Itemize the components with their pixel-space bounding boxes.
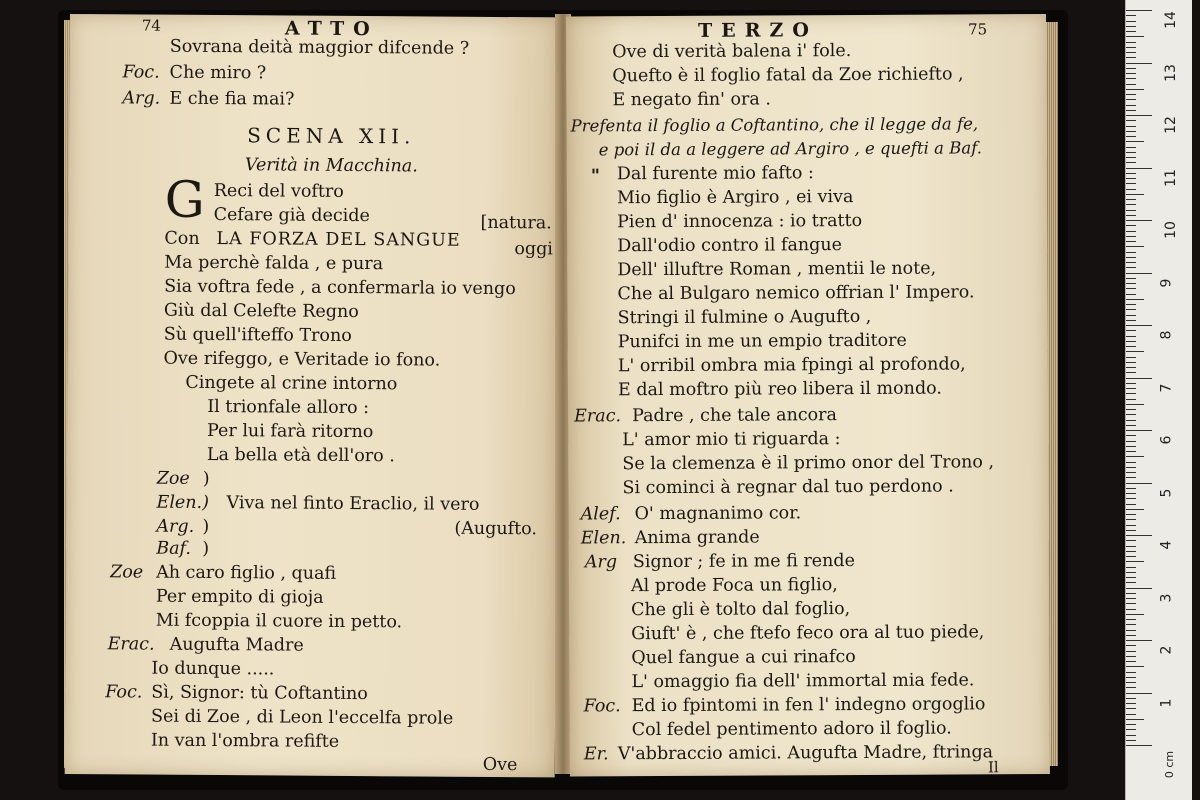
ruler-number: 10 [1162, 221, 1179, 239]
ruler-tick [1126, 183, 1136, 184]
ruler-tick [1126, 362, 1136, 363]
ruler-tick [1126, 36, 1144, 37]
speaker-label: Alef. [580, 504, 621, 525]
ruler-tick [1126, 126, 1136, 127]
ruler-tick [1126, 735, 1136, 736]
ruler-tick [1126, 131, 1136, 132]
ruler-tick [1126, 336, 1136, 337]
ruler-tick [1126, 168, 1152, 169]
text-line: E che fia mai? [169, 88, 295, 110]
catchword: Il [987, 758, 999, 777]
ruler-tick [1126, 110, 1136, 111]
text-line: L' amor mio ti riguarda : [622, 429, 841, 451]
text-line: Stringi il fulmine o Augufto , [617, 306, 872, 329]
ruler-tick [1126, 525, 1136, 526]
text-line: Che gli è tolto dal foglio, [631, 599, 851, 621]
ruler-tick [1126, 598, 1136, 599]
ruler-tick [1126, 624, 1136, 625]
ruler-tick [1126, 215, 1136, 216]
ruler-number: 12 [1162, 116, 1179, 134]
ruler-tick [1126, 420, 1136, 421]
ruler-tick [1126, 703, 1136, 704]
ruler-tick [1126, 320, 1136, 321]
running-head-right: TERZO [698, 19, 818, 42]
bracket: ) [202, 468, 210, 489]
ruler-tick [1126, 540, 1136, 541]
text-line: V'abbraccio amici. Augufta Madre, ftringa [617, 742, 994, 765]
ruler-tick [1126, 236, 1136, 237]
text-line: LA FORZA DEL SANGUE [216, 229, 461, 251]
text-line: Io dunque ..... [151, 658, 275, 680]
ruler-tick [1126, 304, 1136, 305]
ruler-tick [1126, 189, 1136, 190]
ruler-tick [1126, 393, 1136, 394]
ruler-tick [1126, 15, 1136, 16]
ruler-tick [1126, 47, 1136, 48]
bracket: ) [202, 516, 210, 537]
ruler-tick [1126, 409, 1136, 410]
text-line: Che al Bulgaro nemico offrian l' Impero. [617, 282, 975, 305]
text-line: Si cominci à regnar dal tuo perdono . [622, 476, 954, 499]
ruler-tick [1126, 577, 1136, 578]
ruler-tick [1126, 588, 1152, 589]
speaker-label: Foc. [105, 682, 143, 703]
speaker-label: Foc. [122, 62, 160, 83]
ruler-tick [1126, 84, 1136, 85]
text-line: L' orribil ombra mia fpingi al profondo, [617, 354, 966, 377]
ruler-tick [1126, 252, 1136, 253]
running-head-left: ATTO [284, 17, 379, 41]
ruler-tick [1126, 73, 1136, 74]
speaker-label: Er. [583, 744, 609, 765]
ruler-tick [1126, 640, 1152, 641]
text-line: Padre , che tale ancora [632, 405, 838, 427]
ruler-tick [1126, 383, 1136, 384]
catchword: Ove [482, 754, 518, 776]
ruler-tick [1126, 551, 1136, 552]
ruler-tick [1126, 614, 1144, 615]
ruler-tick [1126, 456, 1144, 457]
ruler-tick [1126, 210, 1136, 211]
ruler-tick [1126, 714, 1136, 715]
ruler-number: 7 [1158, 383, 1175, 392]
right-page [566, 14, 1050, 777]
ruler-tick [1126, 493, 1136, 494]
ruler-tick [1126, 136, 1136, 137]
text-line: Anima grande [634, 527, 760, 549]
ruler-number: 6 [1158, 435, 1175, 445]
ruler-tick [1126, 367, 1136, 368]
ruler-tick [1126, 535, 1152, 536]
bracket: ) [202, 538, 210, 559]
ruler-tick [1126, 157, 1136, 158]
ruler-tick [1126, 677, 1136, 678]
ruler-tick [1126, 672, 1136, 673]
ruler-number: 11 [1162, 168, 1179, 187]
ruler-tick [1126, 425, 1136, 426]
ruler-tick [1126, 488, 1136, 489]
ruler-tick [1126, 94, 1136, 95]
text-line: O' magnanimo cor. [634, 503, 802, 525]
ruler-tick [1126, 194, 1144, 195]
text-line: [natura. [480, 212, 552, 234]
stage-direction: Verità in Macchina. [244, 155, 418, 177]
text-line: Giù dal Celefte Regno [163, 300, 359, 323]
ruler-tick [1126, 31, 1136, 32]
ruler-tick [1126, 619, 1136, 620]
text-line: Dal furente mio fafto : [616, 163, 814, 185]
ruler-tick [1126, 446, 1136, 447]
ruler-tick [1126, 299, 1144, 300]
text-line: Sì, Signor: tù Coftantino [151, 682, 368, 705]
text-line: Pien d' innocenza : io tratto [617, 210, 863, 233]
ruler-tick [1126, 372, 1136, 373]
speaker-label: Arg. [122, 88, 161, 109]
ruler-tick [1126, 682, 1136, 683]
quote-mark: " [590, 166, 601, 187]
measuring-ruler [1125, 0, 1192, 800]
ruler-tick [1126, 68, 1136, 69]
text-line: E negato fin' ora . [612, 89, 772, 111]
ruler-tick [1126, 357, 1136, 358]
ruler-tick [1126, 115, 1152, 116]
speaker-label: Foc. [583, 696, 621, 717]
ruler-tick [1126, 63, 1152, 64]
ruler-tick [1126, 294, 1136, 295]
ruler-tick [1126, 330, 1136, 331]
text-line: Giuft' è , che ftefo feco ora al tuo piede, [631, 622, 985, 645]
ruler-tick [1126, 661, 1136, 662]
ruler-tick [1126, 687, 1136, 688]
ruler-number: 13 [1162, 63, 1179, 82]
text-line: (Augufto. [454, 518, 537, 540]
ruler-tick [1126, 278, 1136, 279]
ruler-tick [1126, 105, 1136, 106]
ruler-tick [1126, 609, 1136, 610]
ruler-tick [1126, 740, 1136, 741]
drop-cap: G [164, 170, 205, 229]
text-line: Viva nel finto Eraclio, il vero [226, 493, 480, 515]
text-line: Sovrana deità maggior difcende ? [169, 36, 470, 59]
ruler-tick [1126, 572, 1136, 573]
ruler-tick [1126, 630, 1136, 631]
ruler-tick [1126, 42, 1136, 43]
ruler-tick [1126, 451, 1136, 452]
ruler-tick [1126, 141, 1144, 142]
ruler-tick [1126, 288, 1136, 289]
ruler-tick [1126, 729, 1136, 730]
stage-direction: Prefenta il foglio a Coftantino, che il legge da fe, [570, 114, 979, 136]
ruler-tick [1126, 204, 1136, 205]
ruler-tick [1126, 99, 1136, 100]
ruler-tick [1126, 283, 1136, 284]
text-line: Quel fangue a cui rinafco [631, 647, 856, 669]
ruler-tick [1126, 178, 1136, 179]
text-line: Ma perchè falda , e pura [164, 252, 384, 275]
ruler-tick [1126, 351, 1144, 352]
speaker-label: Zoe [156, 468, 190, 489]
ruler-tick [1126, 346, 1136, 347]
speaker-label: Elen.) [156, 492, 210, 513]
ruler-number: 8 [1158, 330, 1175, 340]
text-line: Signor ; fe in me fi rende [632, 551, 856, 573]
page-number-left: 74 [141, 16, 162, 35]
stage-direction: e poi il da a leggere ad Argiro , e quefti a Baf. [598, 138, 983, 160]
ruler-tick [1126, 262, 1136, 263]
ruler-tick [1126, 404, 1144, 405]
ruler-tick [1126, 435, 1136, 436]
text-line: E dal moftro più reo libera il mondo. [617, 378, 942, 401]
text-line: oggi [514, 239, 553, 260]
text-line: Augufta Madre [169, 634, 304, 656]
ruler-tick [1126, 477, 1136, 478]
ruler-tick [1126, 57, 1136, 58]
text-line: Cingete al crine intorno [185, 372, 398, 395]
speaker-label: Arg [584, 552, 618, 573]
ruler-tick [1126, 498, 1136, 499]
ruler-tick [1126, 603, 1136, 604]
ruler-tick [1126, 719, 1144, 720]
text-line: Se la clemenza è il primo onor del Trono , [622, 452, 995, 475]
ruler-tick [1126, 26, 1136, 27]
ruler-tick [1126, 724, 1136, 725]
text-line: Per lui farà ritorno [207, 420, 374, 443]
ruler-tick [1126, 21, 1136, 22]
ruler-tick [1126, 273, 1152, 274]
text-line: Punifci in me un empio traditore [617, 330, 907, 353]
ruler-tick [1126, 656, 1136, 657]
ruler-tick [1126, 483, 1152, 484]
ruler-tick [1126, 635, 1136, 636]
text-line: L' omaggio fia dell' immortal mia fede. [631, 670, 975, 693]
ruler-tick [1126, 441, 1136, 442]
speaker-label: Erac. [574, 406, 622, 427]
text-line: La bella età dell'oro . [206, 444, 395, 467]
ruler-tick [1126, 462, 1136, 463]
text-line: Dall'odio contro il fangue [617, 235, 843, 257]
text-line: Il trionfale alloro : [207, 396, 370, 419]
text-line: Sei di Zoe , di Leon l'eccelfa prole [151, 706, 454, 729]
text-line: Con [164, 228, 200, 249]
ruler-tick [1126, 593, 1136, 594]
ruler-tick [1126, 546, 1136, 547]
ruler-tick [1126, 567, 1136, 568]
speaker-label: Zoe [110, 562, 144, 583]
ruler-tick [1126, 698, 1136, 699]
ruler-tick [1126, 78, 1136, 79]
ruler-number: 14 [1162, 11, 1179, 29]
ruler-tick [1126, 582, 1136, 583]
text-line: Quefto è il foglio fatal da Zoe richiefto , [612, 64, 964, 87]
ruler-tick [1126, 388, 1136, 389]
ruler-tick [1126, 152, 1136, 153]
text-line: Ah caro figlio , quafi [156, 562, 337, 584]
ruler-number: 5 [1158, 488, 1175, 497]
ruler-number: 3 [1158, 593, 1175, 602]
ruler-tick [1126, 220, 1152, 221]
text-line: Mi fcoppia il cuore in petto. [155, 610, 403, 633]
ruler-unit-label: 0 cm [1163, 750, 1177, 779]
ruler-tick [1126, 651, 1136, 652]
speaker-label: Arg. [156, 516, 195, 537]
ruler-tick [1126, 645, 1136, 646]
ruler-tick [1126, 378, 1152, 379]
text-line: Col fedel pentimento adoro il foglio. [631, 718, 952, 741]
ruler-tick [1126, 514, 1136, 515]
ruler-tick [1126, 199, 1136, 200]
ruler-tick [1126, 693, 1152, 694]
ruler-tick [1126, 556, 1136, 557]
left-page [65, 14, 560, 777]
ruler-tick [1126, 708, 1136, 709]
text-line: Per empito di gioja [155, 586, 324, 608]
ruler-tick [1126, 120, 1136, 121]
ruler-tick [1126, 519, 1136, 520]
text-line: Reci del voftro [213, 181, 344, 202]
ruler-tick [1126, 561, 1144, 562]
ruler-tick [1126, 509, 1144, 510]
ruler-tick [1126, 257, 1136, 258]
ruler-tick [1126, 399, 1136, 400]
text-line: Ed io fpintomi in fen l' indegno orgoglio [631, 694, 986, 717]
speaker-label: Erac. [107, 634, 155, 655]
ruler-tick [1126, 246, 1144, 247]
ruler-tick [1126, 430, 1152, 431]
page-number-right: 75 [968, 20, 988, 39]
ruler-tick [1126, 472, 1136, 473]
ruler-tick [1126, 267, 1136, 268]
ruler-tick [1126, 89, 1144, 90]
ruler-tick [1126, 241, 1136, 242]
ruler-tick [1126, 10, 1152, 11]
ruler-tick [1126, 467, 1136, 468]
ruler-tick [1126, 52, 1136, 53]
scene-title: SCENA XII. [247, 123, 416, 149]
ruler-tick [1126, 414, 1136, 415]
ruler-number: 9 [1158, 278, 1175, 287]
text-line: Sia voftra fede , a confermarla io vengo [164, 276, 516, 300]
ruler-tick [1126, 309, 1136, 310]
text-line: Ove rifeggo, e Veritade io fono. [163, 348, 441, 371]
text-line: Mio figlio è Argiro , ei viva [616, 187, 854, 209]
ruler-tick [1126, 666, 1144, 667]
text-line: Che miro ? [169, 62, 267, 84]
ruler-tick [1126, 162, 1136, 163]
ruler-tick [1126, 530, 1136, 531]
ruler-number: 4 [1158, 540, 1175, 550]
text-line: Dell' illuftre Roman , mentii le note, [617, 258, 937, 281]
ruler-tick [1126, 315, 1136, 316]
ruler-tick [1126, 225, 1136, 226]
speaker-label: Elen. [580, 528, 627, 549]
speaker-label: Baf. [156, 538, 192, 559]
text-line: Cefare già decide [213, 205, 370, 227]
ruler-tick [1126, 173, 1136, 174]
ruler-tick [1126, 231, 1136, 232]
ruler-tick [1126, 504, 1136, 505]
ruler-tick [1126, 341, 1136, 342]
ruler-number: 2 [1158, 645, 1175, 655]
ruler-tick [1126, 745, 1152, 746]
text-line: Sù quell'ifteffo Trono [163, 324, 352, 346]
text-line: Ove di verità balena i' fole. [612, 41, 852, 63]
text-line: Al prode Foca un figlio, [630, 575, 838, 597]
ruler-number: 1 [1158, 698, 1175, 707]
ruler-tick [1126, 325, 1152, 326]
ruler-tick [1126, 147, 1136, 148]
text-line: In van l'ombra refifte [150, 730, 340, 752]
